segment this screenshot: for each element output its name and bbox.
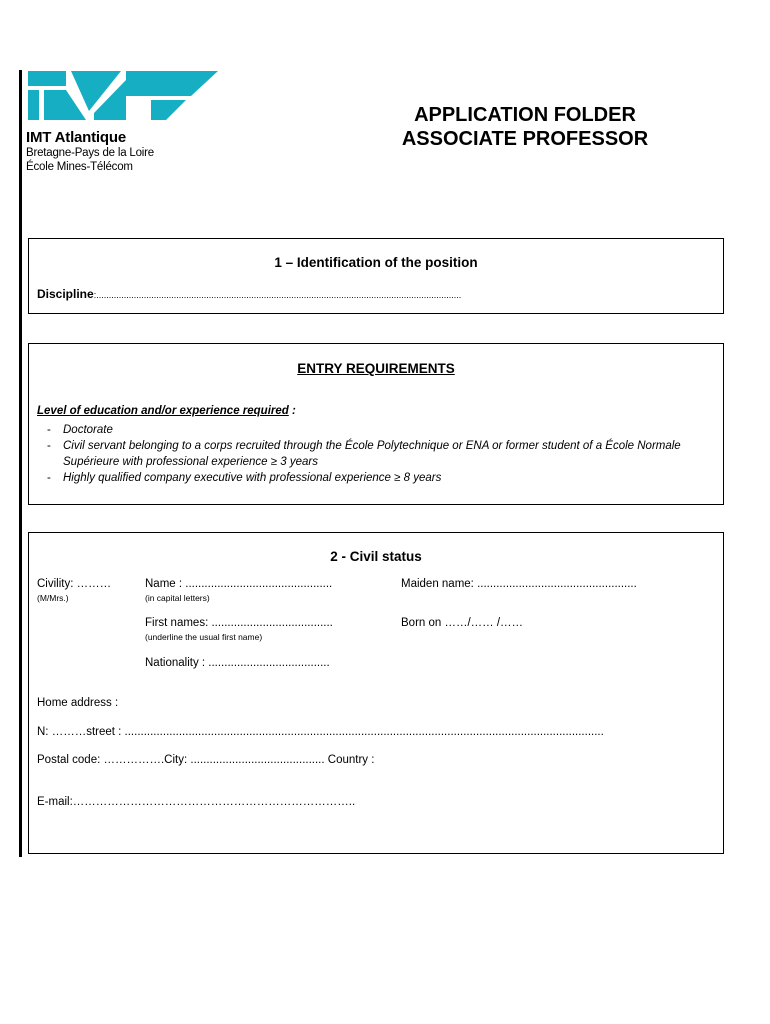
civility-field[interactable]: Civility: ……… <box>37 578 112 590</box>
discipline-field[interactable] <box>37 287 461 301</box>
nationality-field[interactable]: Nationality : ...................................... <box>145 657 330 669</box>
title-line-1: APPLICATION FOLDER <box>414 104 636 126</box>
requirements-list <box>37 422 717 486</box>
imt-logo-mark <box>26 68 218 123</box>
logo-subtitle-1: Bretagne-Pays de la Loire <box>26 147 154 159</box>
requirement-item: - Civil servant belonging to a corps recruited through the École Polytechnique or ENA or former student of a École Normale Supérieure with professional experience ≥ 3 years <box>37 438 717 470</box>
home-address-label: Home address : <box>37 697 119 709</box>
born-on-field[interactable]: Born on ……/…… /…… <box>401 617 524 629</box>
title-line-2: ASSOCIATE PROFESSOR <box>401 128 649 150</box>
entry-requirements-section <box>28 343 724 505</box>
requirement-item: - Doctorate <box>37 422 717 438</box>
entry-subheading <box>37 405 296 417</box>
discipline-label: Discipline <box>37 287 94 301</box>
entry-subheading-suffix: : <box>288 405 296 417</box>
identification-section <box>28 238 724 314</box>
logo-subtitle-2: École Mines-Télécom <box>26 161 133 173</box>
postal-city-country-field[interactable]: Postal code: …………….City: .......................................... Country : <box>37 754 375 766</box>
logo-name: IMT Atlantique <box>26 129 126 146</box>
first-names-field[interactable]: First names: ...................................... <box>145 617 333 629</box>
entry-subheading-text: Level of education and/or experience required <box>37 405 289 417</box>
maiden-name-field[interactable]: Maiden name: .................................................. <box>401 578 637 590</box>
first-names-note: (underline the usual first name) <box>145 632 263 642</box>
requirement-item: - Highly qualified company executive with professional experience ≥ 8 years <box>37 470 717 486</box>
entry-heading: ENTRY REQUIREMENTS <box>297 361 455 376</box>
document-title <box>360 103 690 151</box>
name-note: (in capital letters) <box>145 593 210 603</box>
civil-status-section <box>28 532 724 854</box>
section2-heading: 2 - Civil status <box>330 549 422 564</box>
imt-atlantique-logo <box>26 68 226 174</box>
civility-note: (M/Mrs.) <box>37 593 69 603</box>
street-field[interactable]: N: ………street : ...................................................................................................................................................... <box>37 726 604 738</box>
left-margin-bar <box>19 70 22 857</box>
name-field[interactable]: Name : .............................................. <box>145 578 333 590</box>
section1-heading: 1 – Identification of the position <box>274 255 478 270</box>
discipline-dots: :.................................................................................................................................................. <box>93 290 462 300</box>
email-field[interactable]: E-mail:……………………………………………………………….. <box>37 796 356 808</box>
